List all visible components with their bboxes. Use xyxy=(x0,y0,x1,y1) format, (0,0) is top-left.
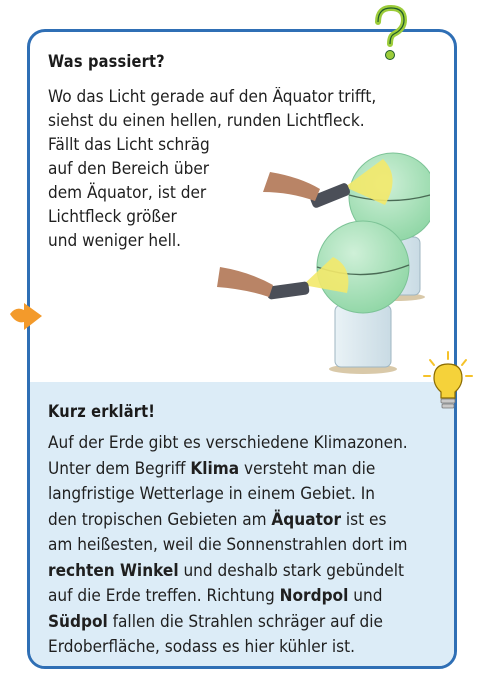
arrow-icon xyxy=(6,300,46,336)
text-line: rechten Winkel und deshalb stark gebündelt xyxy=(48,560,405,580)
text-line: siehst du einen hellen, runden Lichtfleck. xyxy=(48,111,365,130)
text-line: Auf der Erde gibt es verschiedene Klimazonen. xyxy=(48,433,408,452)
keyword-aequator: Äquator xyxy=(271,509,342,529)
front-globe-setup xyxy=(217,221,409,374)
globe-flashlight-illustration xyxy=(215,137,430,377)
section2-text xyxy=(48,430,408,660)
section-heading-short-explained: Kurz erklärt! xyxy=(48,402,156,422)
text-line: und weniger hell. xyxy=(48,231,181,250)
text-line: Fällt das Licht schräg xyxy=(48,135,210,154)
text-line: Unter dem Begriff Klima versteht man die xyxy=(48,458,376,478)
keyword-rechten-winkel: rechten Winkel xyxy=(48,560,179,580)
text-line: dem Äquator, ist der xyxy=(48,183,207,202)
text-line: Südpol fallen die Strahlen schräger auf die xyxy=(48,611,383,631)
text-line: langfristige Wetterlage in einem Gebiet. In xyxy=(48,484,376,503)
info-card xyxy=(27,29,457,669)
text-line: den tropischen Gebieten am Äquator ist es xyxy=(48,509,387,529)
text-line: Wo das Licht gerade auf den Äquator trifft, xyxy=(48,87,377,106)
text-line: Erdoberfläche, sodass es hier kühler ist. xyxy=(48,637,356,656)
lightbulb-icon xyxy=(420,350,476,416)
section-heading-what-happens: Was passiert? xyxy=(48,52,165,72)
keyword-suedpol: Südpol xyxy=(48,611,108,631)
keyword-nordpol: Nordpol xyxy=(279,586,349,605)
text-line: auf die Erde treffen. Richtung Nordpol und xyxy=(48,586,383,605)
keyword-klima: Klima xyxy=(190,458,240,478)
text-line: am heißesten, weil die Sonnenstrahlen dort im xyxy=(48,535,408,554)
text-line: Lichtfleck größer xyxy=(48,207,177,226)
question-mark-icon xyxy=(370,4,410,64)
text-line: auf den Bereich über xyxy=(48,159,210,178)
